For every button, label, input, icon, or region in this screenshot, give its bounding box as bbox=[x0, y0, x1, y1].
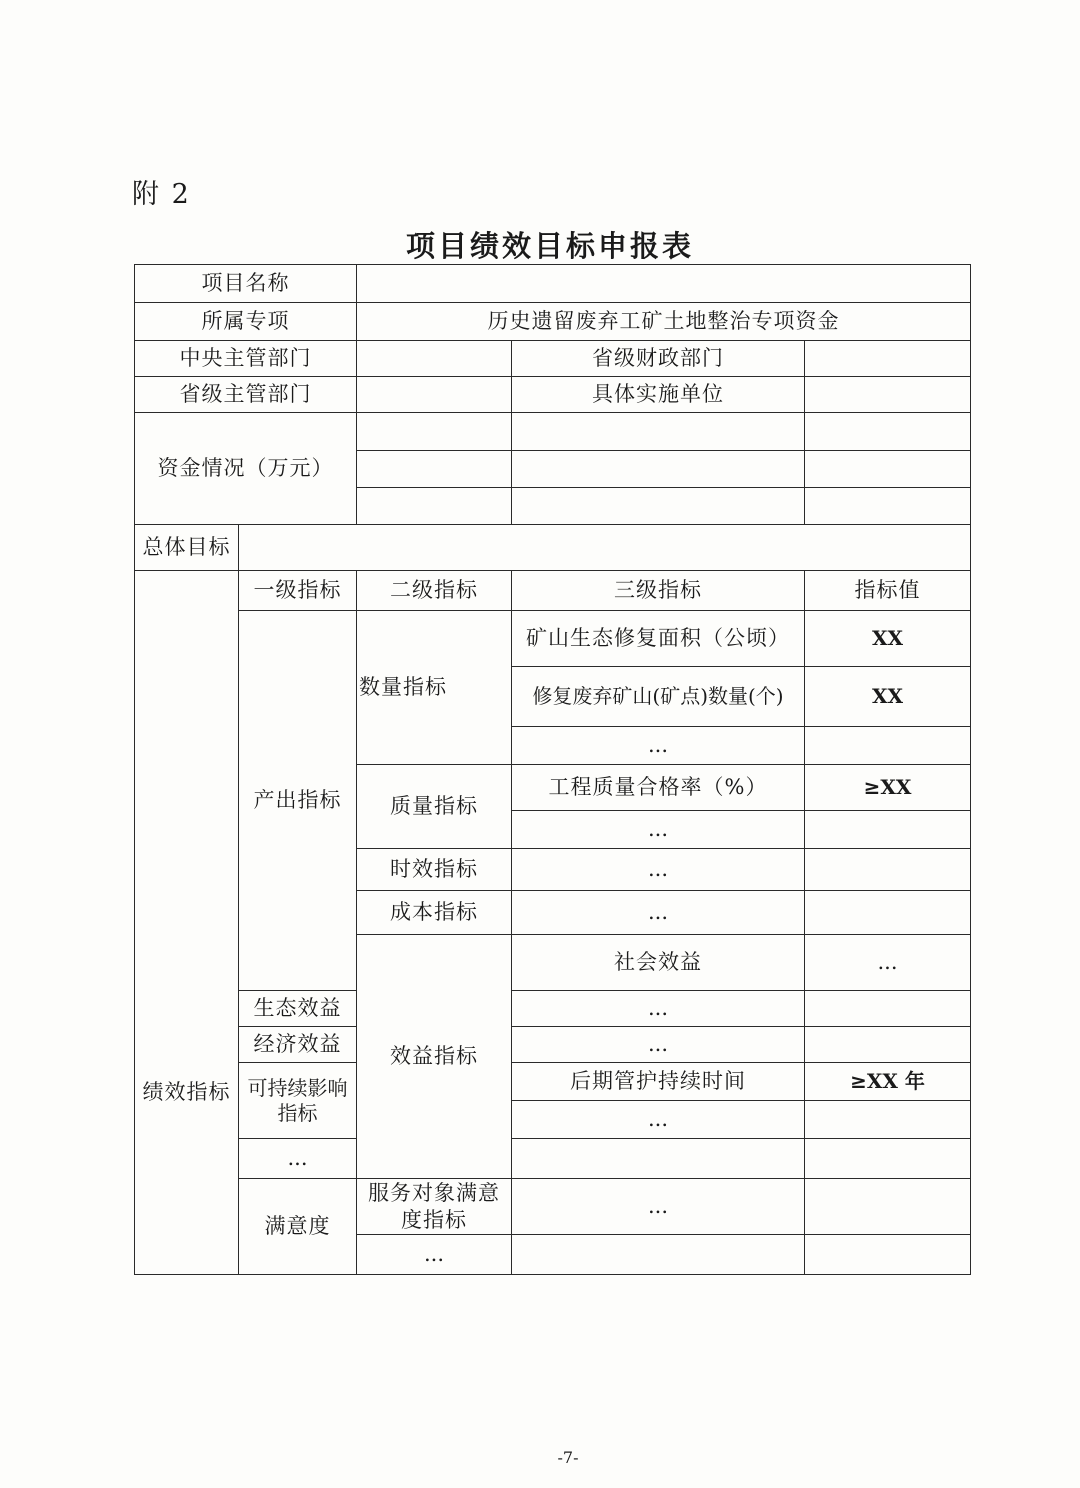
annex-label: 附 2 bbox=[132, 179, 191, 210]
empty-value-cell bbox=[512, 1235, 805, 1275]
funds-cell bbox=[805, 488, 971, 525]
timeliness-indicators-label: 时效指标 bbox=[357, 849, 512, 891]
quality-indicators-label: 质量指标 bbox=[357, 765, 512, 849]
service-satisfaction-label: 服务对象满意度指标 bbox=[357, 1179, 512, 1235]
empty-value-cell bbox=[805, 1027, 971, 1063]
empty-value-cell bbox=[805, 1179, 971, 1235]
mine-area-label: 矿山生态修复面积（公顷） bbox=[512, 611, 805, 667]
empty-value-cell bbox=[805, 1235, 971, 1275]
ellipsis: ... bbox=[512, 811, 805, 849]
funds-cell bbox=[512, 451, 805, 488]
funds-cell bbox=[357, 413, 512, 451]
implementer-value bbox=[805, 377, 971, 413]
economic-benefit-label: 经济效益 bbox=[239, 1027, 357, 1063]
overall-goal-label: 总体目标 bbox=[135, 525, 239, 571]
social-benefit-label: 社会效益 bbox=[512, 935, 805, 991]
funds-cell bbox=[805, 451, 971, 488]
implementer-label: 具体实施单位 bbox=[512, 377, 805, 413]
provincial-dept-value bbox=[357, 377, 512, 413]
col-header-level1: 一级指标 bbox=[239, 571, 357, 611]
quantity-indicators-label: 数量指标 bbox=[357, 611, 512, 765]
overall-goal-value bbox=[239, 525, 971, 571]
central-dept-label: 中央主管部门 bbox=[135, 341, 357, 377]
empty-value-cell bbox=[805, 1101, 971, 1139]
maintenance-duration-label: 后期管护持续时间 bbox=[512, 1063, 805, 1101]
special-fund-value: 历史遗留废弃工矿土地整治专项资金 bbox=[357, 303, 971, 341]
ellipsis: ... bbox=[512, 727, 805, 765]
col-header-value: 指标值 bbox=[805, 571, 971, 611]
performance-indicators-label: 绩效指标 bbox=[135, 571, 239, 1275]
project-name-value bbox=[357, 265, 971, 303]
funds-cell bbox=[357, 451, 512, 488]
funds-label: 资金情况（万元） bbox=[135, 413, 357, 525]
central-dept-value bbox=[357, 341, 512, 377]
ellipsis: ... bbox=[512, 1179, 805, 1235]
empty-value-cell bbox=[805, 991, 971, 1027]
empty-value-cell bbox=[805, 811, 971, 849]
benefit-indicators-label: 效益指标 bbox=[357, 935, 512, 1179]
empty-value-cell bbox=[805, 891, 971, 935]
mine-area-value: XX bbox=[805, 611, 971, 667]
mine-count-value: XX bbox=[805, 667, 971, 727]
satisfaction-label: 满意度 bbox=[239, 1179, 357, 1275]
mine-count-label: 修复废弃矿山(矿点)数量(个) bbox=[512, 667, 805, 727]
page-title: 项目绩效目标申报表 bbox=[405, 229, 694, 263]
quality-rate-label: 工程质量合格率（%） bbox=[512, 765, 805, 811]
maintenance-duration-value: ≥XX 年 bbox=[805, 1063, 971, 1101]
output-indicators-label: 产出指标 bbox=[239, 611, 357, 991]
ellipsis: ... bbox=[512, 1101, 805, 1139]
ellipsis: ... bbox=[512, 849, 805, 891]
ellipsis: ... bbox=[512, 991, 805, 1027]
ellipsis: ... bbox=[357, 1235, 512, 1275]
ecological-benefit-label: 生态效益 bbox=[239, 991, 357, 1027]
funds-cell bbox=[805, 413, 971, 451]
sustainable-impact-label: 可持续影响指标 bbox=[239, 1063, 357, 1139]
project-name-label: 项目名称 bbox=[135, 265, 357, 303]
ellipsis: ... bbox=[805, 935, 971, 991]
page-number: -7- bbox=[557, 1448, 579, 1467]
empty-value-cell bbox=[805, 849, 971, 891]
funds-cell bbox=[512, 413, 805, 451]
cost-indicators-label: 成本指标 bbox=[357, 891, 512, 935]
provincial-dept-label: 省级主管部门 bbox=[135, 377, 357, 413]
empty-value-cell bbox=[805, 1139, 971, 1179]
funds-cell bbox=[357, 488, 512, 525]
empty-value-cell bbox=[512, 1139, 805, 1179]
col-header-level2: 二级指标 bbox=[357, 571, 512, 611]
provincial-finance-label: 省级财政部门 bbox=[512, 341, 805, 377]
col-header-level3: 三级指标 bbox=[512, 571, 805, 611]
provincial-finance-value bbox=[805, 341, 971, 377]
quality-rate-value: ≥XX bbox=[805, 765, 971, 811]
special-fund-label: 所属专项 bbox=[135, 303, 357, 341]
funds-cell bbox=[512, 488, 805, 525]
performance-target-table bbox=[134, 264, 971, 1275]
ellipsis: ... bbox=[239, 1139, 357, 1179]
ellipsis: ... bbox=[512, 1027, 805, 1063]
empty-value-cell bbox=[805, 727, 971, 765]
ellipsis: ... bbox=[512, 891, 805, 935]
